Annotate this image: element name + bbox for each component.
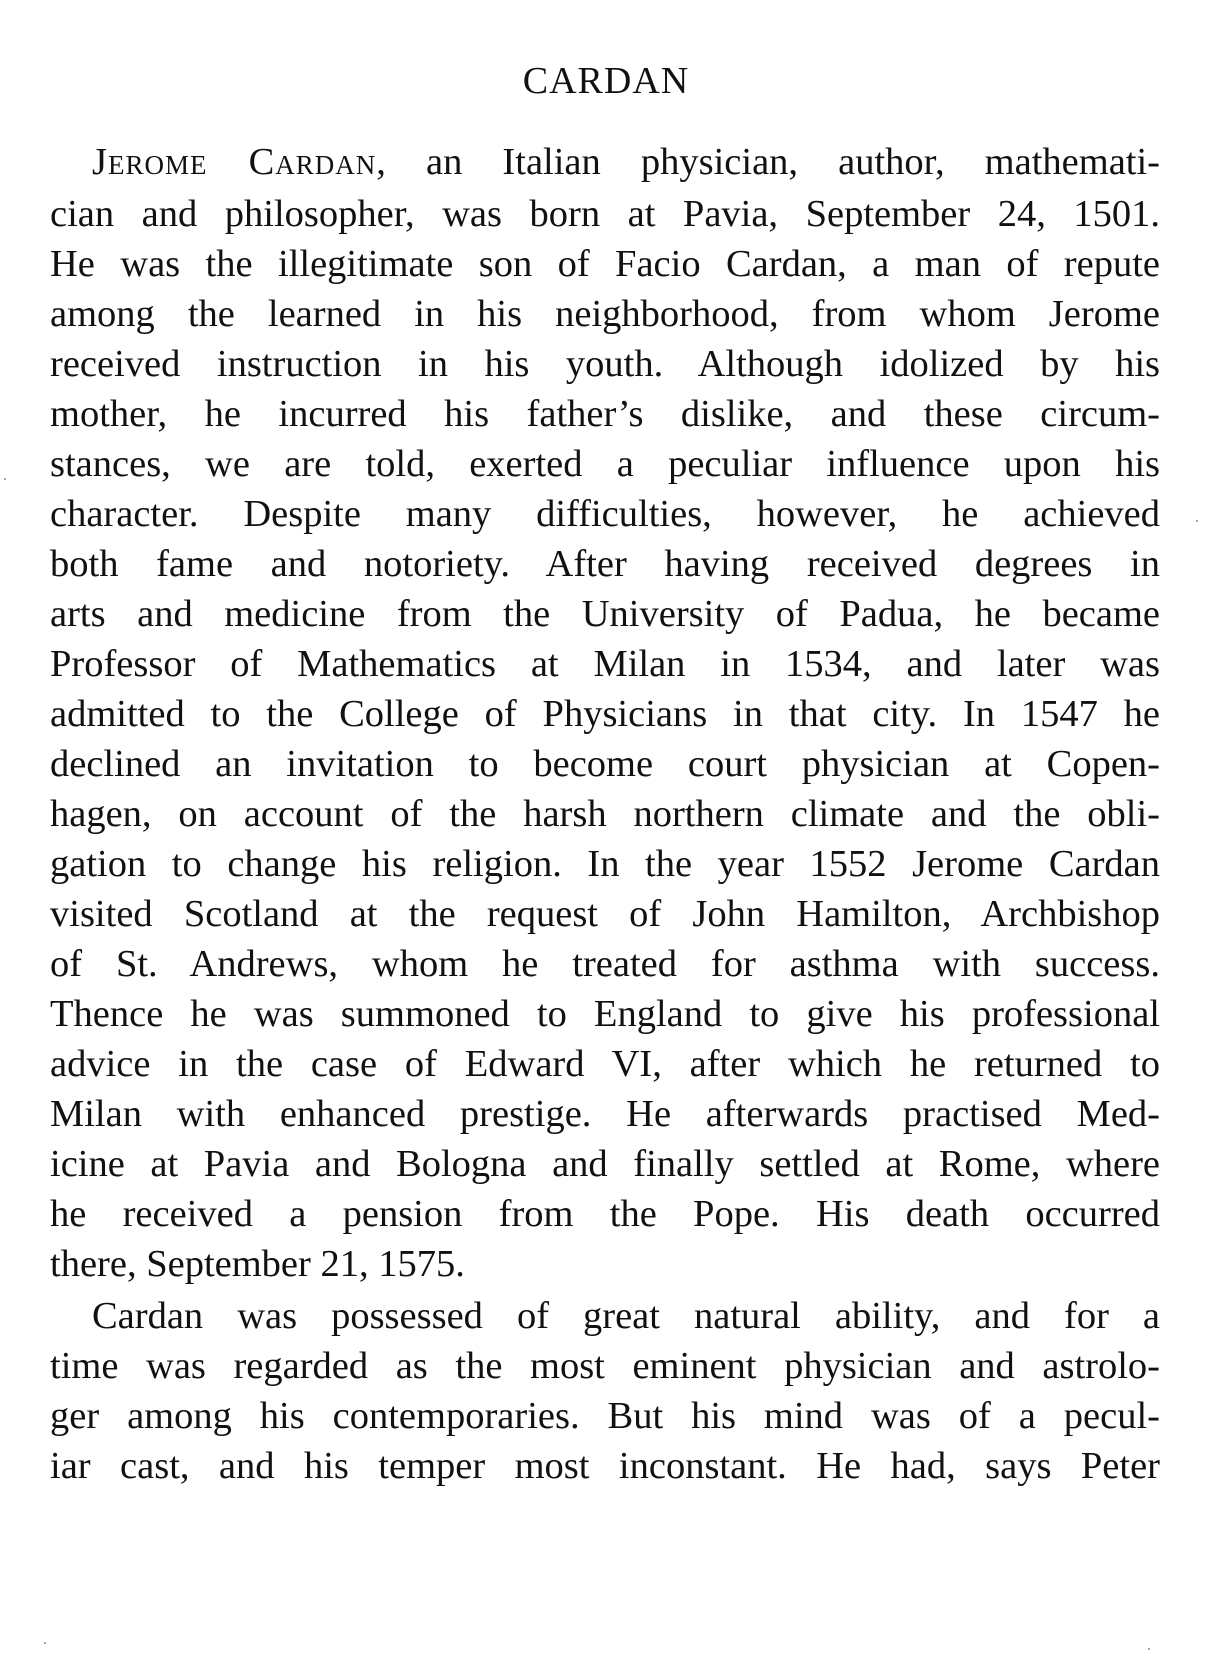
paragraph-1-line-15: gation to change his religion. In the year 1552 Jerome Cardan	[50, 843, 1160, 885]
paragraph-1-line-17: of St. Andrews, whom he treated for asthma with success.	[50, 943, 1160, 985]
paragraph-1-line-5: received instruction in his youth. Although idolized by his	[50, 343, 1160, 385]
paragraph-2-line-2: time was regarded as the most eminent physician and astrolo-	[50, 1345, 1160, 1387]
paragraph-1-line-13: declined an invitation to become court physician at Copen-	[50, 743, 1160, 785]
page-title: CARDAN	[522, 60, 690, 102]
scan-speck	[44, 1642, 46, 1644]
lead-name: Jerome Cardan	[92, 141, 377, 183]
paragraph-1-line-14: hagen, on account of the harsh northern climate and the obli-	[50, 793, 1160, 835]
paragraph-1-line-21: icine at Pavia and Bologna and finally settled at Rome, where	[50, 1143, 1160, 1185]
paragraph-1-line-1-text: , an Italian physician, author, mathemati-	[376, 141, 1160, 183]
paragraph-2-line-4: iar cast, and his temper most inconstant. He had, says Peter	[50, 1445, 1160, 1487]
paragraph-2-line-1: Cardan was possessed of great natural ability, and for a	[92, 1295, 1160, 1337]
paragraph-1-line-2: cian and philosopher, was born at Pavia, September 24, 1501.	[50, 193, 1160, 235]
paragraph-2-line-3: ger among his contemporaries. But his mind was of a pecul-	[50, 1395, 1160, 1437]
paragraph-1-line-22: he received a pension from the Pope. His death occurred	[50, 1193, 1160, 1235]
paragraph-1-line-6: mother, he incurred his father’s dislike, and these circum-	[50, 393, 1160, 435]
scan-speck	[4, 478, 6, 480]
paragraph-1-line-4: among the learned in his neighborhood, from whom Jerome	[50, 293, 1160, 335]
paragraph-1-line-23: there, September 21, 1575.	[50, 1243, 465, 1285]
paragraph-1-line-12: admitted to the College of Physicians in that city. In 1547 he	[50, 693, 1160, 735]
paragraph-1-line-1	[92, 136, 1160, 188]
paragraph-1-line-10: arts and medicine from the University of Padua, he became	[50, 593, 1160, 635]
paragraph-1-line-11: Professor of Mathematics at Milan in 1534, and later was	[50, 643, 1160, 685]
paragraph-1-line-8: character. Despite many difficulties, however, he achieved	[50, 493, 1160, 535]
scan-speck	[1148, 1648, 1150, 1650]
paragraph-1-line-16: visited Scotland at the request of John Hamilton, Archbishop	[50, 893, 1160, 935]
paragraph-1-line-3: He was the illegitimate son of Facio Cardan, a man of repute	[50, 243, 1160, 285]
paragraph-1-line-9: both fame and notoriety. After having received degrees in	[50, 543, 1160, 585]
paragraph-1-line-18: Thence he was summoned to England to give his professional	[50, 993, 1160, 1035]
paragraph-1-line-7: stances, we are told, exerted a peculiar influence upon his	[50, 443, 1160, 485]
paragraph-1-line-19: advice in the case of Edward VI, after which he returned to	[50, 1043, 1160, 1085]
paragraph-1-line-20: Milan with enhanced prestige. He afterwards practised Med-	[50, 1093, 1160, 1135]
scan-speck	[1196, 520, 1198, 522]
